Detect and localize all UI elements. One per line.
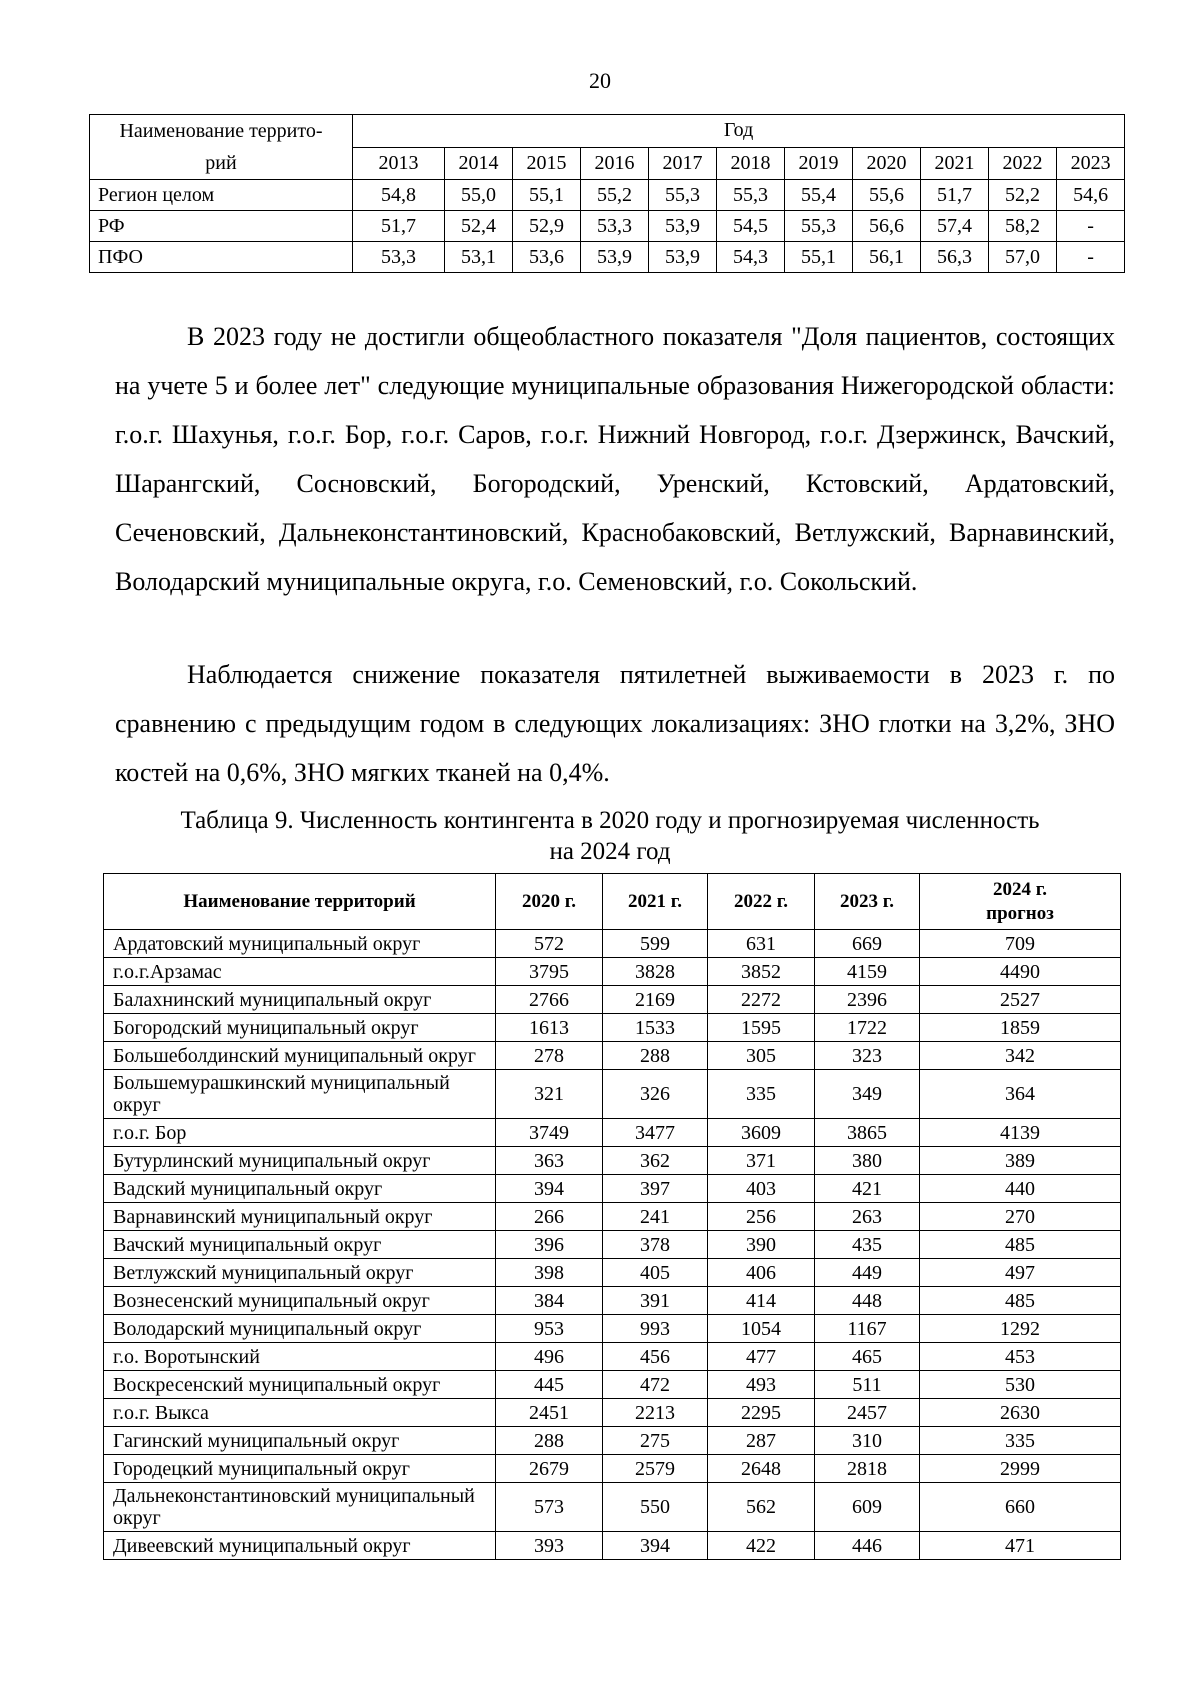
value-cell: 403 [708, 1175, 815, 1203]
table-row [104, 1070, 1121, 1119]
header-territory: Наименование территорий [104, 874, 496, 930]
value-cell: 54,3 [717, 242, 785, 273]
value-cell: 1613 [496, 1014, 603, 1042]
value-cell: 660 [920, 1483, 1121, 1532]
value-cell: 3795 [496, 958, 603, 986]
value-cell: 54,5 [717, 211, 785, 242]
year-cell: 2017 [649, 147, 717, 180]
value-cell: 56,1 [853, 242, 921, 273]
row-name: Вознесенский муниципальный округ [104, 1287, 496, 1315]
value-cell: 573 [496, 1483, 603, 1532]
value-cell: 2295 [708, 1399, 815, 1427]
value-cell: 496 [496, 1343, 603, 1371]
table-row [104, 1455, 1121, 1483]
value-cell: 1167 [815, 1315, 920, 1343]
territory-header [90, 115, 353, 180]
row-name: РФ [90, 211, 353, 242]
table-row [104, 1259, 1121, 1287]
table-row [90, 211, 1125, 242]
table-row [104, 1315, 1121, 1343]
header-2020: 2020 г. [496, 874, 603, 930]
value-cell: 323 [815, 1042, 920, 1070]
header-2022: 2022 г. [708, 874, 815, 930]
value-cell: 1054 [708, 1315, 815, 1343]
value-cell: 1859 [920, 1014, 1121, 1042]
table-row [104, 1231, 1121, 1259]
contingent-table [103, 873, 1121, 1560]
row-name: Балахнинский муниципальный округ [104, 986, 496, 1014]
caption-line1: Таблица 9. Численность контингента в 2020 году и прогнозируемая численность [180, 807, 1040, 834]
caption-line2: на 2024 год [549, 838, 671, 865]
value-cell: 631 [708, 930, 815, 958]
value-cell: 3477 [603, 1119, 708, 1147]
value-cell: 477 [708, 1343, 815, 1371]
paragraph-2 [115, 650, 1115, 797]
value-cell: 2818 [815, 1455, 920, 1483]
value-cell: 53,1 [445, 242, 513, 273]
value-cell: 393 [496, 1532, 603, 1560]
value-cell: 266 [496, 1203, 603, 1231]
row-name: г.о.г. Бор [104, 1119, 496, 1147]
row-name: Бутурлинский муниципальный округ [104, 1147, 496, 1175]
year-cell: 2021 [921, 147, 989, 180]
value-cell: - [1057, 211, 1125, 242]
value-cell: 53,9 [649, 211, 717, 242]
row-name: г.о.г.Арзамас [104, 958, 496, 986]
table-9-caption [100, 805, 1120, 867]
row-name: Вадский муниципальный округ [104, 1175, 496, 1203]
row-name: Воскресенский муниципальный округ [104, 1371, 496, 1399]
table-row [104, 1203, 1121, 1231]
value-cell: 446 [815, 1532, 920, 1560]
value-cell: 449 [815, 1259, 920, 1287]
header-2023: 2023 г. [815, 874, 920, 930]
value-cell: 53,3 [353, 242, 445, 273]
value-cell: 52,2 [989, 180, 1057, 211]
year-cell: 2019 [785, 147, 853, 180]
table-row [104, 1147, 1121, 1175]
value-cell: 384 [496, 1287, 603, 1315]
value-cell: 335 [708, 1070, 815, 1119]
page-number: 20 [589, 68, 611, 93]
value-cell: 58,2 [989, 211, 1057, 242]
value-cell: 326 [603, 1070, 708, 1119]
value-cell: 256 [708, 1203, 815, 1231]
value-cell: 390 [708, 1231, 815, 1259]
value-cell: 396 [496, 1231, 603, 1259]
table-row [104, 930, 1121, 958]
value-cell: 405 [603, 1259, 708, 1287]
year-cell: 2022 [989, 147, 1057, 180]
row-name: Богородский муниципальный округ [104, 1014, 496, 1042]
value-cell: 241 [603, 1203, 708, 1231]
value-cell: 55,0 [445, 180, 513, 211]
value-cell: 342 [920, 1042, 1121, 1070]
row-name: Володарский муниципальный округ [104, 1315, 496, 1343]
value-cell: 472 [603, 1371, 708, 1399]
value-cell: 1533 [603, 1014, 708, 1042]
value-cell: 53,6 [513, 242, 581, 273]
value-cell: 270 [920, 1203, 1121, 1231]
value-cell: 394 [603, 1532, 708, 1560]
value-cell: 448 [815, 1287, 920, 1315]
row-name: Дальнеконстантиновский муниципальный округ [104, 1483, 496, 1532]
row-name: Вачский муниципальный округ [104, 1231, 496, 1259]
row-name: Варнавинский муниципальный округ [104, 1203, 496, 1231]
table-row [104, 986, 1121, 1014]
value-cell: 550 [603, 1483, 708, 1532]
value-cell: 3865 [815, 1119, 920, 1147]
table-row [104, 1343, 1121, 1371]
value-cell: 709 [920, 930, 1121, 958]
value-cell: 2213 [603, 1399, 708, 1427]
year-cell: 2015 [513, 147, 581, 180]
value-cell: 599 [603, 930, 708, 958]
row-name: г.о.г. Выкса [104, 1399, 496, 1427]
value-cell: 471 [920, 1532, 1121, 1560]
year-cell: 2016 [581, 147, 649, 180]
value-cell: 2272 [708, 986, 815, 1014]
forecast-line2: прогноз [986, 902, 1054, 924]
row-name: ПФО [90, 242, 353, 273]
header-2024-forecast [920, 874, 1121, 930]
row-name: Городецкий муниципальный округ [104, 1455, 496, 1483]
value-cell: 511 [815, 1371, 920, 1399]
value-cell: 4139 [920, 1119, 1121, 1147]
year-cell: 2023 [1057, 147, 1125, 180]
territory-header-line2: рий [205, 152, 237, 174]
value-cell: 993 [603, 1315, 708, 1343]
value-cell: 362 [603, 1147, 708, 1175]
value-cell: 56,6 [853, 211, 921, 242]
value-cell: 56,3 [921, 242, 989, 273]
table-row [90, 242, 1125, 273]
value-cell: 378 [603, 1231, 708, 1259]
row-name: Дивеевский муниципальный округ [104, 1532, 496, 1560]
paragraph-1-text: В 2023 году не достигли общеобластного показателя "Доля пациентов, состоящих на учете 5 и более лет" следующие муниципальные образования Нижегородской области: г.о.г. Шахунья, г.о.г. Бор, г.о.г. Саров, г.о.г. Нижний Новгород, г.о.г. Дзержинск, Вачский, Шарангский, Сосновский, Богородский, Уренский, Кстовский, Ардатовский, Сеченовский, Дальнеконстантиновский, Краснобаковский, Ветлужский, Варнавинский, Володарский муниципальные округа, г.о. Семеновский, г.о. Сокольский. [115, 322, 1115, 596]
value-cell: 53,3 [581, 211, 649, 242]
value-cell: 4490 [920, 958, 1121, 986]
value-cell: 55,2 [581, 180, 649, 211]
year-cell: 2018 [717, 147, 785, 180]
value-cell: 562 [708, 1483, 815, 1532]
row-name: Большемурашкинский муниципальный округ [104, 1070, 496, 1119]
value-cell: 3852 [708, 958, 815, 986]
value-cell: 3609 [708, 1119, 815, 1147]
value-cell: 2579 [603, 1455, 708, 1483]
year-header: Год [353, 115, 1125, 148]
value-cell: 572 [496, 930, 603, 958]
value-cell: 55,6 [853, 180, 921, 211]
value-cell: 389 [920, 1147, 1121, 1175]
row-name: г.о. Воротынский [104, 1343, 496, 1371]
table-row [104, 958, 1121, 986]
value-cell: 364 [920, 1070, 1121, 1119]
value-cell: 4159 [815, 958, 920, 986]
table-row [104, 1119, 1121, 1147]
value-cell: 2169 [603, 986, 708, 1014]
value-cell: 287 [708, 1427, 815, 1455]
value-cell: 953 [496, 1315, 603, 1343]
year-cell: 2013 [353, 147, 445, 180]
value-cell: 55,3 [785, 211, 853, 242]
value-cell: 53,9 [649, 242, 717, 273]
value-cell: 397 [603, 1175, 708, 1203]
value-cell: 391 [603, 1287, 708, 1315]
table-row [104, 1287, 1121, 1315]
table-row [90, 180, 1125, 211]
value-cell: 414 [708, 1287, 815, 1315]
value-cell: 669 [815, 930, 920, 958]
value-cell: 288 [603, 1042, 708, 1070]
value-cell: 422 [708, 1532, 815, 1560]
row-name: Ветлужский муниципальный округ [104, 1259, 496, 1287]
value-cell: 1595 [708, 1014, 815, 1042]
value-cell: - [1057, 242, 1125, 273]
territory-header-line1: Наименование террито- [119, 120, 323, 142]
row-name: Гагинский муниципальный округ [104, 1427, 496, 1455]
value-cell: 55,3 [717, 180, 785, 211]
value-cell: 2396 [815, 986, 920, 1014]
value-cell: 263 [815, 1203, 920, 1231]
row-name: Большеболдинский муниципальный округ [104, 1042, 496, 1070]
table-row [104, 1427, 1121, 1455]
value-cell: 57,4 [921, 211, 989, 242]
value-cell: 485 [920, 1287, 1121, 1315]
year-cell: 2014 [445, 147, 513, 180]
value-cell: 453 [920, 1343, 1121, 1371]
value-cell: 51,7 [353, 211, 445, 242]
value-cell: 52,9 [513, 211, 581, 242]
value-cell: 3828 [603, 958, 708, 986]
value-cell: 497 [920, 1259, 1121, 1287]
value-cell: 335 [920, 1427, 1121, 1455]
value-cell: 371 [708, 1147, 815, 1175]
value-cell: 51,7 [921, 180, 989, 211]
paragraph-1 [115, 312, 1115, 606]
value-cell: 57,0 [989, 242, 1057, 273]
value-cell: 55,1 [513, 180, 581, 211]
value-cell: 363 [496, 1147, 603, 1175]
value-cell: 54,6 [1057, 180, 1125, 211]
row-name: Регион целом [90, 180, 353, 211]
value-cell: 1292 [920, 1315, 1121, 1343]
value-cell: 52,4 [445, 211, 513, 242]
row-name: Ардатовский муниципальный округ [104, 930, 496, 958]
value-cell: 321 [496, 1070, 603, 1119]
value-cell: 485 [920, 1231, 1121, 1259]
table-row [104, 1014, 1121, 1042]
value-cell: 349 [815, 1070, 920, 1119]
value-cell: 2527 [920, 986, 1121, 1014]
value-cell: 2630 [920, 1399, 1121, 1427]
table-row [104, 1532, 1121, 1560]
value-cell: 2679 [496, 1455, 603, 1483]
value-cell: 421 [815, 1175, 920, 1203]
value-cell: 394 [496, 1175, 603, 1203]
value-cell: 3749 [496, 1119, 603, 1147]
table-row [104, 1175, 1121, 1203]
value-cell: 380 [815, 1147, 920, 1175]
forecast-line1: 2024 г. [993, 878, 1047, 900]
table-row [104, 1483, 1121, 1532]
value-cell: 278 [496, 1042, 603, 1070]
value-cell: 55,3 [649, 180, 717, 211]
value-cell: 435 [815, 1231, 920, 1259]
year-cell: 2020 [853, 147, 921, 180]
value-cell: 310 [815, 1427, 920, 1455]
value-cell: 2457 [815, 1399, 920, 1427]
value-cell: 2648 [708, 1455, 815, 1483]
paragraph-2-text: Наблюдается снижение показателя пятилетней выживаемости в 2023 г. по сравнению с предыдущим годом в следующих локализациях: ЗНО глотки на 3,2%, ЗНО костей на 0,6%, ЗНО мягких тканей на 0,4%. [115, 660, 1115, 787]
value-cell: 398 [496, 1259, 603, 1287]
table-row [104, 1399, 1121, 1427]
value-cell: 53,9 [581, 242, 649, 273]
value-cell: 2999 [920, 1455, 1121, 1483]
table-row [104, 1371, 1121, 1399]
header-2021: 2021 г. [603, 874, 708, 930]
value-cell: 493 [708, 1371, 815, 1399]
value-cell: 55,4 [785, 180, 853, 211]
value-cell: 2766 [496, 986, 603, 1014]
value-cell: 609 [815, 1483, 920, 1532]
value-cell: 445 [496, 1371, 603, 1399]
value-cell: 275 [603, 1427, 708, 1455]
value-cell: 305 [708, 1042, 815, 1070]
value-cell: 1722 [815, 1014, 920, 1042]
value-cell: 440 [920, 1175, 1121, 1203]
value-cell: 456 [603, 1343, 708, 1371]
value-cell: 54,8 [353, 180, 445, 211]
value-cell: 530 [920, 1371, 1121, 1399]
value-cell: 2451 [496, 1399, 603, 1427]
value-cell: 288 [496, 1427, 603, 1455]
value-cell: 465 [815, 1343, 920, 1371]
value-cell: 55,1 [785, 242, 853, 273]
survival-table [89, 114, 1125, 273]
value-cell: 406 [708, 1259, 815, 1287]
table-row [104, 1042, 1121, 1070]
